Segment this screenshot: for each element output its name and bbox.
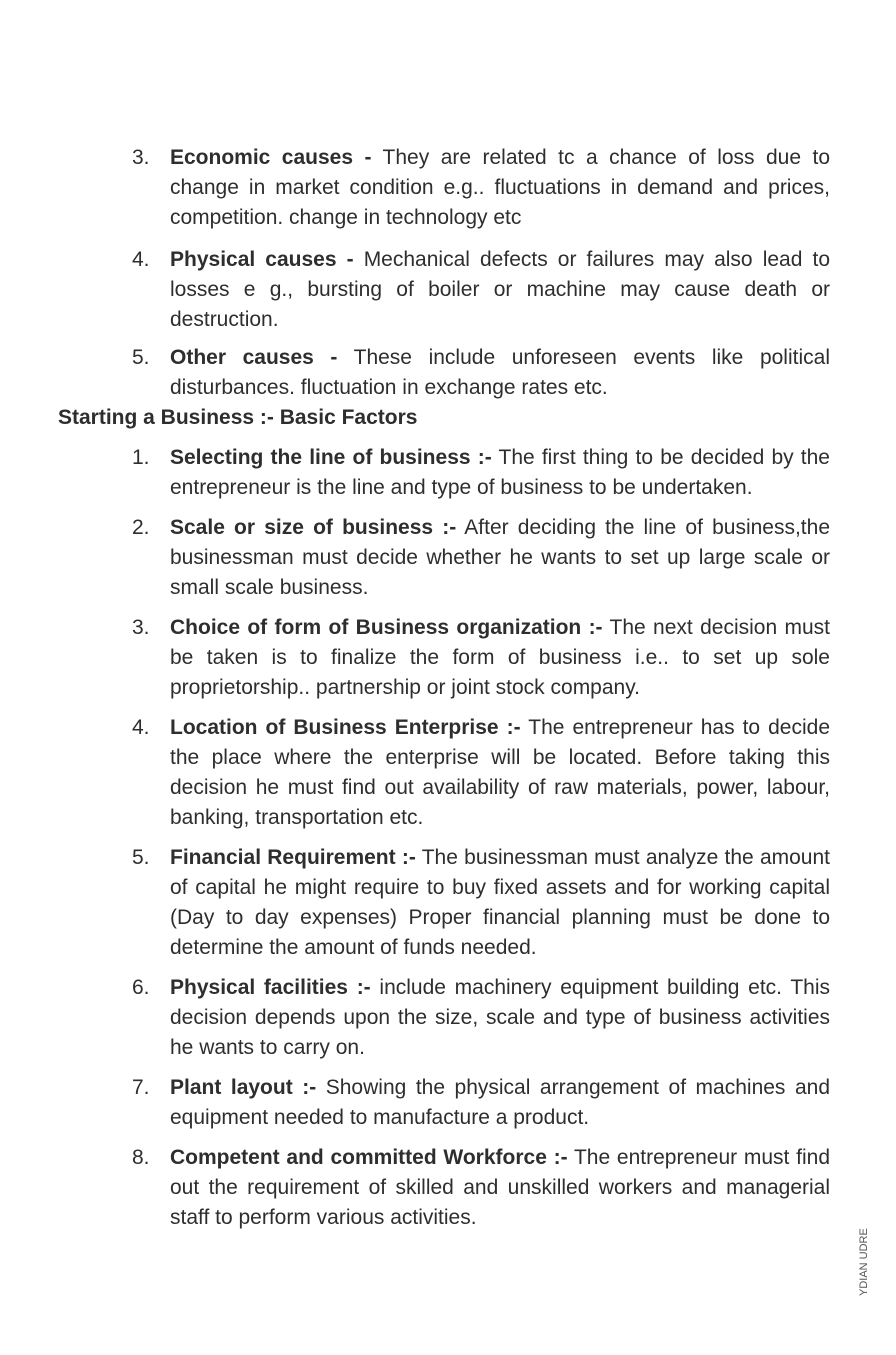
item-number: 4. — [132, 716, 150, 739]
item-text: The businessman must analyze the amount of capital he might require to buy fixed assets and for working capital (Day to day expenses) Proper financial planning must be done to determine the amount of funds needed. — [170, 846, 830, 959]
item-text: The entrepreneur must find out the requirement of skilled and unskilled workers and managerial staff to perform various activities. — [170, 1146, 830, 1229]
item-term: Competent and committed Workforce :- — [170, 1146, 568, 1169]
list-item — [130, 1073, 830, 1133]
item-text: These include unforeseen events like political disturbances. fluctuation in exchange rates etc. — [170, 346, 830, 399]
item-number: 8. — [132, 1146, 150, 1169]
item-text: The next decision must be taken is to finalize the form of business i.e.. to set up sole proprietorship.. partnership or joint stock company. — [170, 616, 830, 699]
list-item — [130, 973, 830, 1063]
list-item — [130, 443, 830, 503]
item-term: Physical causes - — [170, 248, 354, 271]
item-number: 5. — [132, 846, 150, 869]
item-term: Other causes - — [170, 346, 338, 369]
item-text: After deciding the line of business,the businessman must decide whether he wants to set up large scale or small scale business. — [170, 516, 830, 599]
item-text: include machinery equipment building etc. This decision depends upon the size, scale and type of business activities he wants to carry on. — [170, 976, 830, 1059]
list-item — [130, 513, 830, 603]
item-term: Scale or size of business :- — [170, 516, 457, 539]
item-term: Economic causes - — [170, 146, 372, 169]
side-margin-mark — [858, 1126, 886, 1296]
basic-factors-list — [130, 443, 830, 1233]
side-margin-text: YDIAN UDRE — [858, 1228, 870, 1296]
list-item — [130, 843, 830, 963]
item-text: Mechanical defects or failures may also lead to losses e g., bursting of boiler or machine may cause death or destruction. — [170, 248, 830, 331]
item-term: Selecting the line of business :- — [170, 446, 492, 469]
item-number: 4. — [132, 248, 150, 271]
item-term: Location of Business Enterprise :- — [170, 716, 521, 739]
item-text: They are related tc a chance of loss due to change in market condition e.g.. fluctuations in demand and prices, competition. change in technology etc — [170, 146, 830, 229]
list-item — [130, 713, 830, 833]
item-term: Plant layout :- — [170, 1076, 317, 1099]
item-term: Physical facilities :- — [170, 976, 371, 999]
list-item — [130, 143, 830, 233]
item-number: 2. — [132, 516, 150, 539]
item-term: Choice of form of Business organization :- — [170, 616, 603, 639]
item-text: The entrepreneur has to decide the place where the enterprise will be located. Before taking this decision he must find out availability of raw materials, power, labour, banking, transportation etc. — [170, 716, 830, 829]
item-number: 5. — [132, 346, 150, 369]
item-text: The first thing to be decided by the entrepreneur is the line and type of business to be undertaken. — [170, 446, 830, 499]
item-number: 6. — [132, 976, 150, 999]
list-item — [130, 1143, 830, 1233]
section-heading: Starting a Business :- Basic Factors — [58, 406, 418, 429]
item-number: 1. — [132, 446, 150, 469]
item-term: Financial Requirement :- — [170, 846, 416, 869]
item-number: 3. — [132, 146, 150, 169]
item-number: 7. — [132, 1076, 150, 1099]
list-item — [130, 343, 830, 403]
list-item — [130, 613, 830, 703]
risk-causes-list — [130, 143, 830, 403]
list-item — [130, 245, 830, 335]
item-number: 3. — [132, 616, 150, 639]
item-text: Showing the physical arrangement of machines and equipment needed to manufacture a product. — [170, 1076, 830, 1129]
